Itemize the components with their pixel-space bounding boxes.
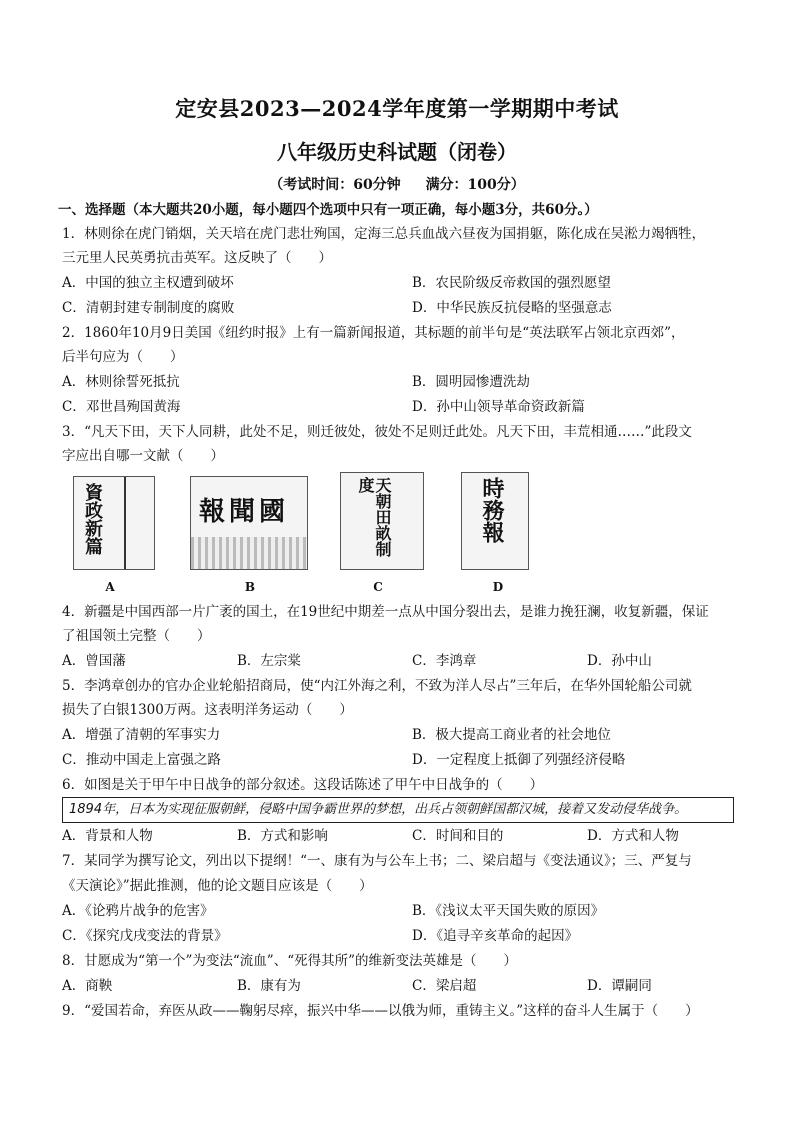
section-heading: 一、选择题（本大题共20小题，每小题四个选项中只有一项正确，每小题3分，共60分。） [58, 202, 598, 218]
q4-stem-line1: 4．新疆是中国西部一片广袤的国土，在19世纪中期差一点从中国分裂出去，是谁力挽狂澜，收复新疆，保证 [62, 604, 709, 620]
q3-stem-line1: 3．“凡天下田，天下人同耕，此处不足，则迁彼处，彼处不足则迁此处。凡天下田，丰荒相通……”此段文 [62, 424, 692, 440]
q2-option-d: D．孙中山领导革命资政新篇 [412, 399, 585, 415]
q2-option-c: C．邓世昌殉国黄海 [62, 399, 181, 415]
exam-title: 定安县2023—2024学年度第一学期期中考试 [175, 96, 619, 121]
q1-option-b: B．农民阶级反帝救国的强烈愿望 [412, 275, 611, 291]
q5-option-a: A．增强了清朝的军事实力 [62, 727, 221, 743]
q4-option-a: A．曾国藩 [62, 653, 126, 669]
q3-image-b-texture [191, 537, 307, 569]
q9-stem-line1: 9．“爱国若命，弃医从政——鞠躬尽瘁，振兴中华——以俄为师，重铸主义。”这样的奋斗人生属于（ ） [62, 1003, 699, 1019]
q7-option-b: B．《浅议太平天国失败的原因》 [412, 903, 605, 919]
q3-image-d [461, 472, 529, 570]
q2-option-b: B．圆明园惨遭洗劫 [412, 374, 530, 390]
q6-option-a: A．背景和人物 [62, 828, 153, 844]
q5-option-c: C．推动中国走上富强之路 [62, 752, 221, 768]
q7-option-a: A．《论鸦片战争的危害》 [62, 903, 214, 919]
q1-option-c: C．清朝封建专制制度的腐败 [62, 300, 235, 316]
q6-option-d: D．方式和人物 [587, 828, 679, 844]
exam-subtitle: 八年级历史科试题（闭卷） [277, 140, 517, 164]
q2-stem-line2: 后半句应为（ ） [62, 349, 184, 365]
q7-option-d: D．《追寻辛亥革命的起因》 [412, 928, 579, 944]
q3-image-c-text: 天朝田畝制度 [356, 477, 392, 557]
q3-image-b [190, 476, 308, 570]
q8-option-b: B．康有为 [237, 978, 301, 994]
q3-image-b-text: 國聞報 [199, 497, 290, 527]
q3-image-a [73, 476, 155, 570]
q2-stem-line1: 2．1860年10月9日美国《纽约时报》上有一篇新闻报道，其标题的前半句是“英法联军占领北京西郊”， [62, 325, 685, 341]
q3-stem-line2: 字应出自哪一文献（ ） [62, 448, 224, 464]
q7-option-c: C．《探究戊戌变法的背景》 [62, 928, 228, 944]
exam-info [0, 174, 794, 194]
q1-option-a: A．中国的独立主权遭到破坏 [62, 275, 234, 291]
q5-option-d: D．一定程度上抵御了列强经济侵略 [412, 752, 626, 768]
q3-label-c: C [373, 580, 383, 594]
exam-time: （考试时间：60分钟 [269, 177, 401, 193]
q5-option-b: B．极大提高工商业者的社会地位 [412, 727, 611, 743]
exam-score: 满分：100分） [425, 177, 525, 193]
q7-stem-line2: 《天演论》”据此推测，他的论文题目应该是（ ） [62, 878, 373, 894]
q3-image-d-text: 時務報 [479, 477, 505, 543]
q4-option-b: B．左宗棠 [237, 653, 301, 669]
q3-label-d: D [492, 580, 504, 594]
q4-option-d: D．孙中山 [587, 653, 652, 669]
q4-stem-line2: 了祖国领土完整（ ） [62, 628, 211, 644]
q8-option-c: C．梁启超 [412, 978, 477, 994]
q5-stem-line2: 损失了白银1300万两。这表明洋务运动（ ） [62, 702, 353, 718]
q3-image-a-rule [124, 477, 126, 569]
q6-option-b: B．方式和影响 [237, 828, 328, 844]
q8-stem-line1: 8．甘愿成为“第一个”为变法“流血”、“死得其所”的维新变法英雄是（ ） [62, 953, 517, 969]
q8-option-a: A．商鞅 [62, 978, 113, 994]
q2-option-a: A．林则徐誓死抵抗 [62, 374, 180, 390]
q6-option-c: C．时间和目的 [412, 828, 504, 844]
q1-stem-line1: 1．林则徐在虎门销烟，关天培在虎门悲壮殉国，定海三总兵血战六昼夜为国捐躯，陈化成在吴淞力竭牺牲， [62, 226, 706, 242]
q1-option-d: D．中华民族反抗侵略的坚强意志 [412, 300, 612, 316]
q7-stem-line1: 7．某同学为撰写论文，列出以下提纲！“一、康有为与公车上书；二、梁启超与《变法通议》；三、严复与 [62, 853, 692, 869]
q3-label-b: B [244, 580, 256, 594]
q6-stem-line1: 6．如图是关于甲午中日战争的部分叙述。这段话陈述了甲午中日战争的（ ） [62, 777, 544, 793]
q8-option-d: D．谭嗣同 [587, 978, 652, 994]
q4-option-c: C．李鸿章 [412, 653, 477, 669]
q1-stem-line2: 三元里人民英勇抗击英军。这反映了（ ） [62, 250, 332, 266]
q5-stem-line1: 5．李鸿章创办的官办企业轮船招商局，使“内江外海之利，不致为洋人尽占”三年后，在华外国轮船公司就 [62, 678, 692, 694]
q3-image-a-text: 資政新篇 [82, 483, 103, 555]
q3-image-c [340, 472, 424, 570]
q3-label-a: A [105, 580, 115, 594]
q6-boxed-text: 1894年，日本为实现征服朝鲜，侵略中国争霸世界的梦想，出兵占领朝鲜国都汉城，接着又发动侵华战争。 [62, 797, 734, 823]
